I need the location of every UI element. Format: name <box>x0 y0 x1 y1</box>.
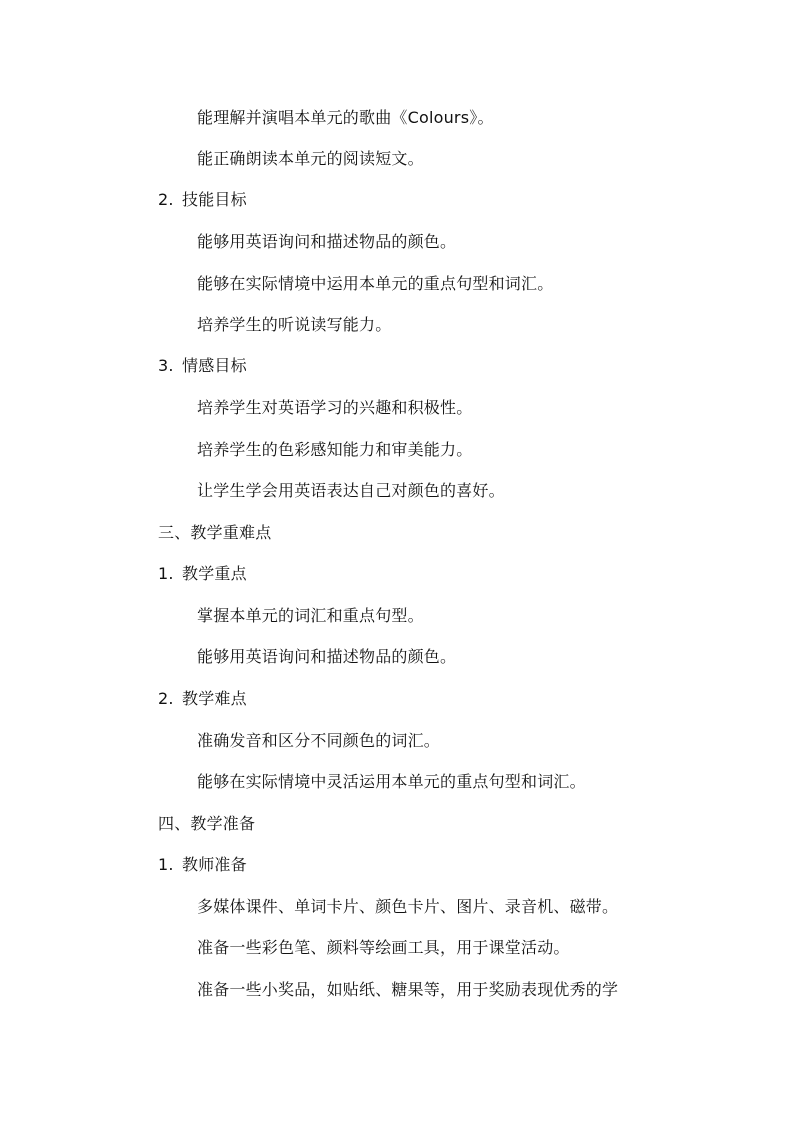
numbered-heading <box>158 189 247 211</box>
heading-number: 2. <box>158 190 174 209</box>
heading-text: 教师准备 <box>182 855 247 874</box>
paragraph-line: 能够用英语询问和描述物品的颜色。 <box>197 232 457 251</box>
heading-number: 2. <box>158 689 174 708</box>
paragraph-line: 让学生学会用英语表达自己对颜色的喜好。 <box>197 481 505 500</box>
paragraph-line: 能理解并演唱本单元的歌曲《Colours》。 <box>197 108 494 127</box>
paragraph-line: 准备一些彩色笔、颜料等绘画工具，用于课堂活动。 <box>197 938 570 957</box>
paragraph-line: 培养学生对英语学习的兴趣和积极性。 <box>197 398 473 417</box>
heading-number: 1. <box>158 855 174 874</box>
section-heading: 三、教学重难点 <box>158 523 272 542</box>
paragraph-line: 准备一些小奖品，如贴纸、糖果等，用于奖励表现优秀的学 <box>197 980 619 999</box>
paragraph-line: 能够用英语询问和描述物品的颜色。 <box>197 647 457 666</box>
paragraph-line: 培养学生的色彩感知能力和审美能力。 <box>197 440 473 459</box>
paragraph-line: 掌握本单元的词汇和重点句型。 <box>197 606 424 625</box>
heading-text: 教学重点 <box>182 564 247 583</box>
numbered-heading <box>158 688 247 710</box>
paragraph-line: 多媒体课件、单词卡片、颜色卡片、图片、录音机、磁带。 <box>197 897 619 916</box>
heading-text: 情感目标 <box>182 356 247 375</box>
paragraph-line: 培养学生的听说读写能力。 <box>197 315 392 334</box>
heading-text: 技能目标 <box>182 190 247 209</box>
numbered-heading <box>158 563 247 585</box>
heading-number: 3. <box>158 356 174 375</box>
heading-text: 教学难点 <box>182 689 247 708</box>
heading-number: 1. <box>158 564 174 583</box>
paragraph-line: 能够在实际情境中运用本单元的重点句型和词汇。 <box>197 274 554 293</box>
numbered-heading <box>158 854 247 876</box>
paragraph-line: 能够在实际情境中灵活运用本单元的重点句型和词汇。 <box>197 772 586 791</box>
numbered-heading <box>158 355 247 377</box>
paragraph-line: 能正确朗读本单元的阅读短文。 <box>197 149 424 168</box>
section-heading: 四、教学准备 <box>158 814 256 833</box>
paragraph-line: 准确发音和区分不同颜色的词汇。 <box>197 731 441 750</box>
